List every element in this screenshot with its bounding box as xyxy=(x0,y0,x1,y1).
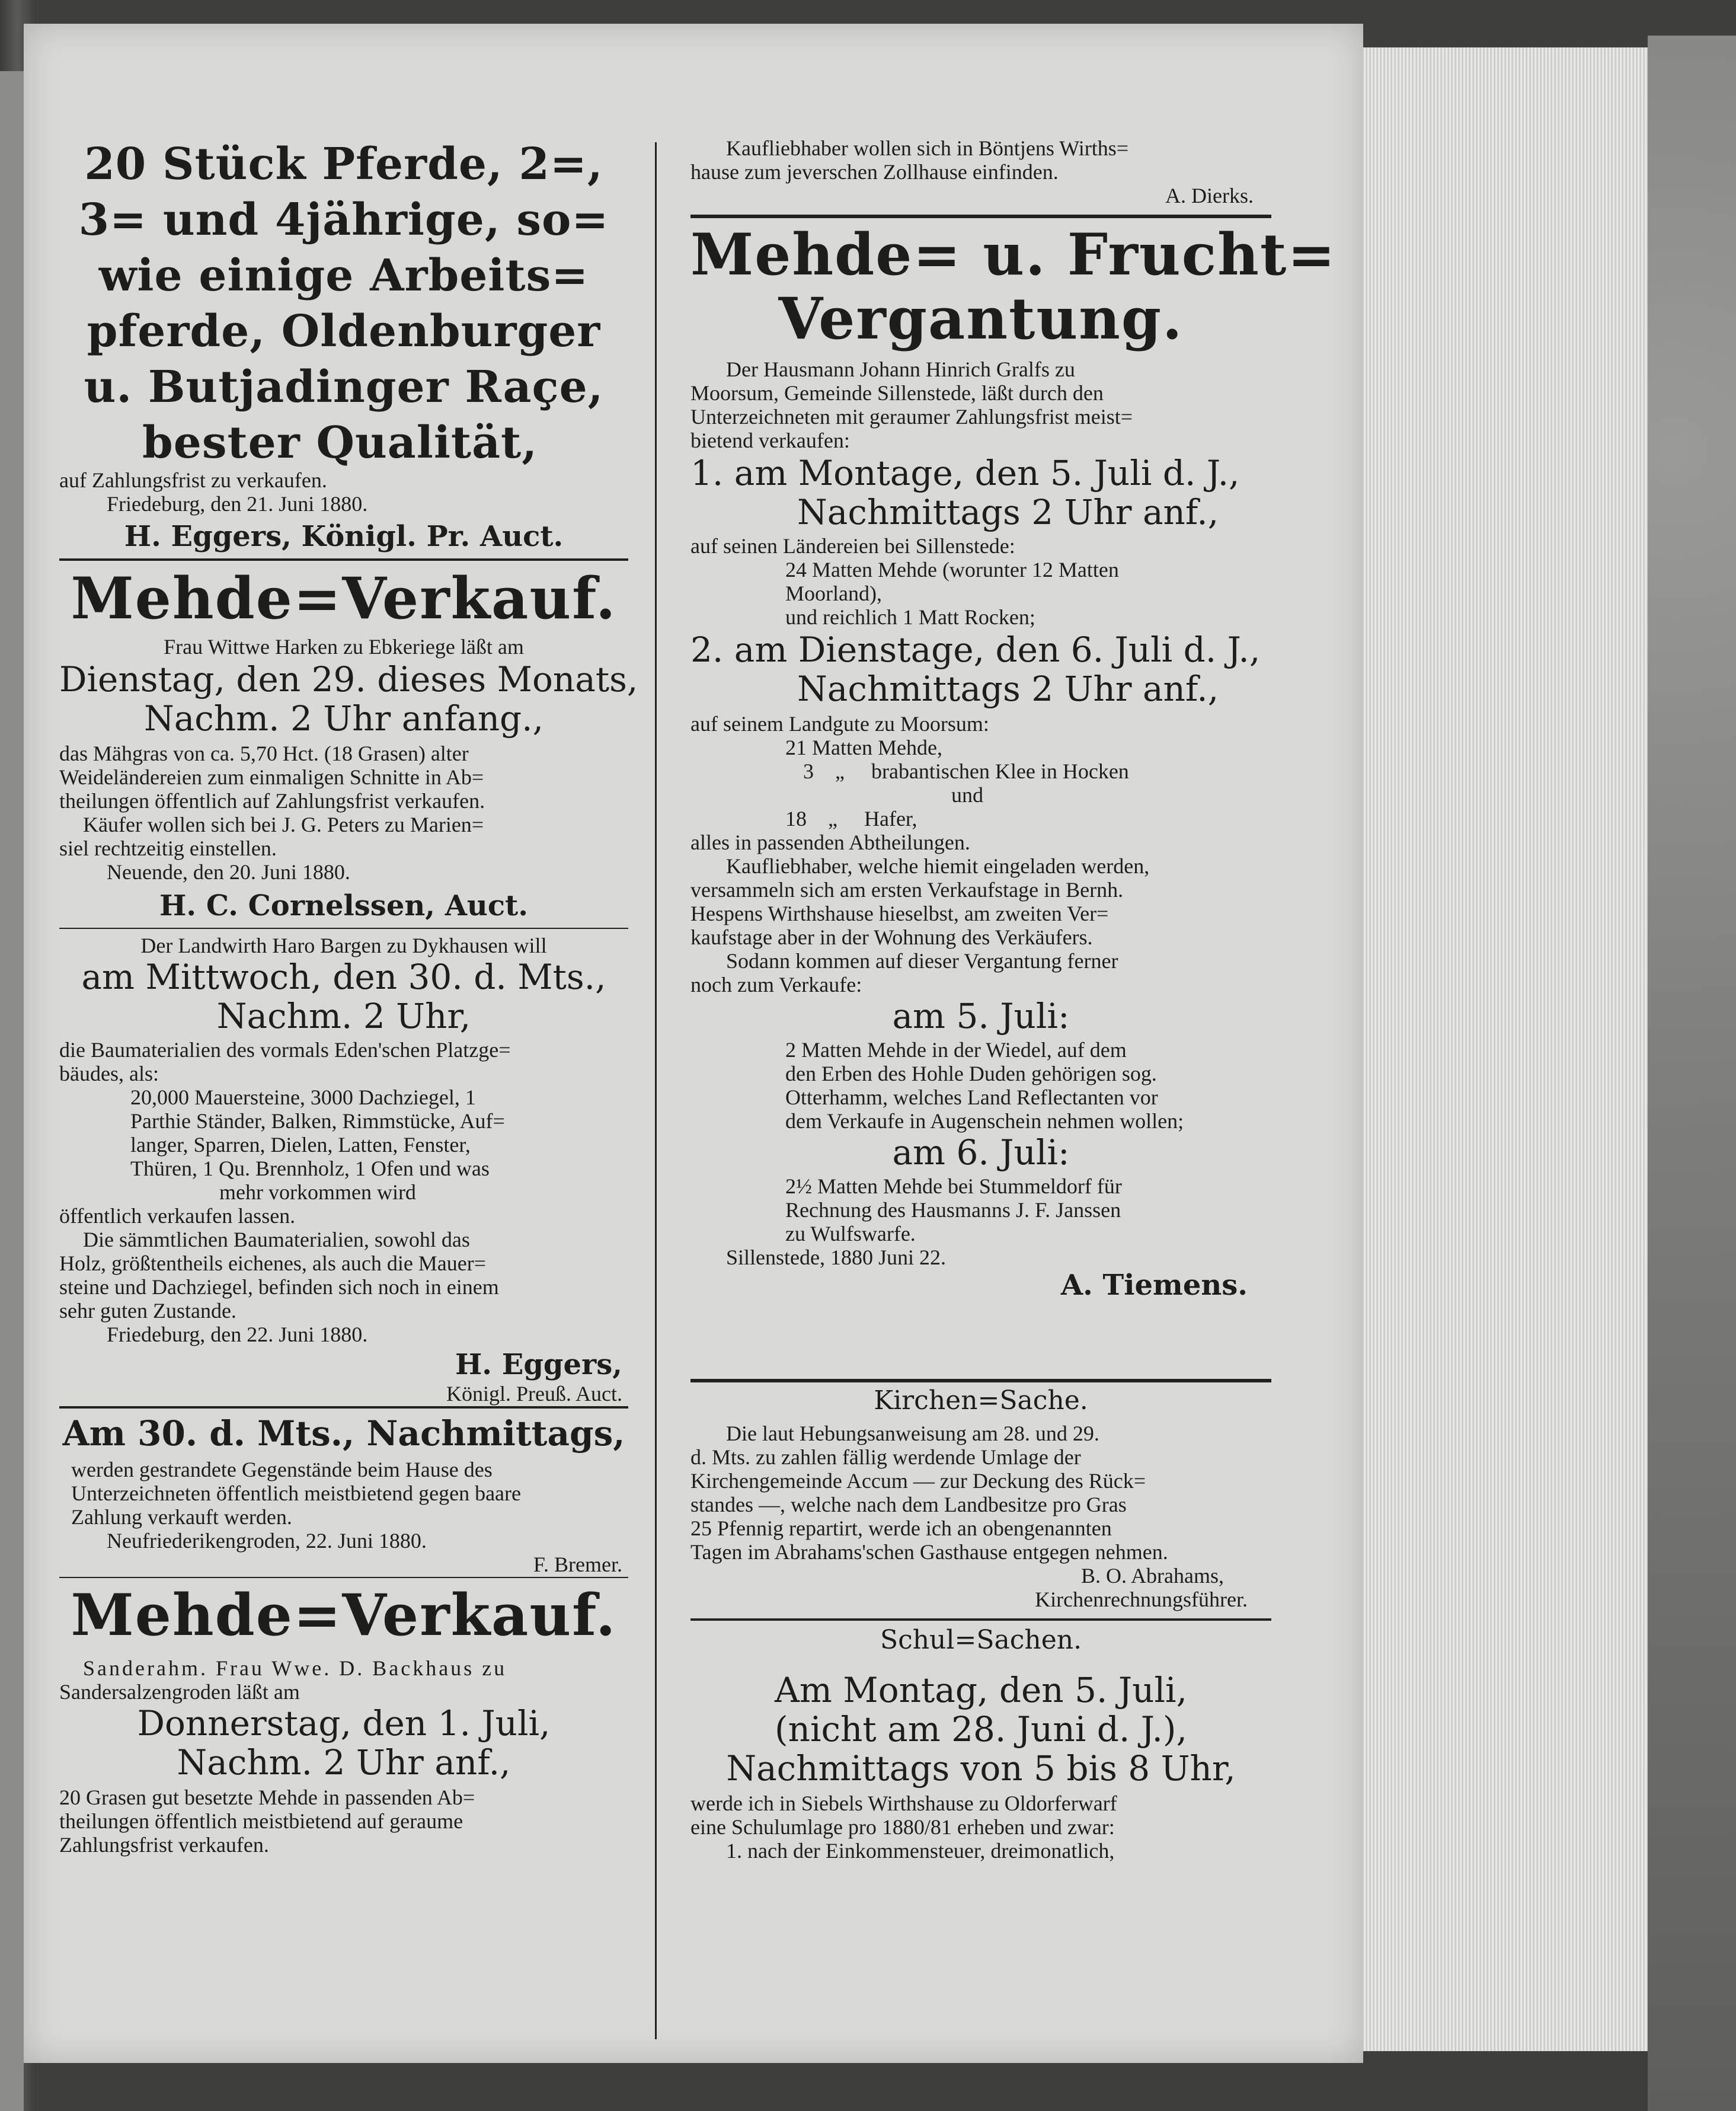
ad-headline: Am 30. d. Mts., Nachmittags, xyxy=(62,1413,625,1454)
ad-item2-body-7: Kaufliebhaber, welche hiemit eingeladen werden, xyxy=(726,854,1150,878)
ad-item2-line-1: 2. am Dienstage, den 6. Juli d. J., xyxy=(690,630,1261,670)
ad-body-9: Die sämmtlichen Baumaterialien, sowohl das xyxy=(83,1228,470,1251)
ad-body-2: d. Mts. zu zahlen fällig werdende Umlage der xyxy=(690,1445,1081,1469)
ad-date-line-1: Am Montag, den 5. Juli, xyxy=(774,1670,1188,1710)
ad-date4-body-3: zu Wulfswarfe. xyxy=(785,1222,916,1245)
divider xyxy=(59,928,628,929)
ad-intro: Der Landwirth Haro Bargen zu Dykhausen will xyxy=(140,934,547,957)
divider xyxy=(59,1577,628,1578)
ad-intro-1: Der Hausmann Johann Hinrich Gralfs zu xyxy=(726,357,1075,381)
ad-body-1: Die laut Hebungsanweisung am 28. und 29. xyxy=(726,1422,1099,1445)
ad-intro: Frau Wittwe Harken zu Ebkeriege läßt am xyxy=(164,635,524,659)
ad-signature: A. Dierks. xyxy=(1165,184,1254,207)
ad-date3-body-3: Otterhamm, welches Land Reflectanten vor xyxy=(785,1085,1158,1109)
ad-title: Mehde=Verkauf. xyxy=(71,565,617,632)
ad-item2-body-9: Hespens Wirthshause hieselbst, am zweiten Ver= xyxy=(690,902,1109,925)
ad-kirchen-sache xyxy=(690,1386,1271,1611)
ad-horses-headline-4: pferde, Oldenburger xyxy=(87,306,601,357)
ad-date3-body-1: 2 Matten Mehde in der Wiedel, auf dem xyxy=(785,1038,1127,1062)
ad-intro-2: Moorsum, Gemeinde Sillenstede, läßt durch den xyxy=(690,381,1104,405)
ad-date4: am 6. Juli: xyxy=(892,1132,1070,1173)
ad-horses-headline-6: bester Qualität, xyxy=(142,417,538,468)
ad-item1-body-1: auf seinen Ländereien bei Sillenstede: xyxy=(690,534,1015,558)
ad-body-11: steine und Dachziegel, befinden sich noch in einem xyxy=(59,1275,499,1299)
ad-body-1: das Mähgras von ca. 5,70 Hct. (18 Grasen) alter xyxy=(59,742,469,765)
ad-title: Schul=Sachen. xyxy=(880,1625,1082,1655)
ad-body-7: mehr vorkommen wird xyxy=(219,1180,416,1204)
ad-signature: H. Eggers, xyxy=(455,1348,622,1381)
ad-item1-body-3: Moorland), xyxy=(785,582,882,605)
ad-horses-body-1: auf Zahlungsfrist zu verkaufen. xyxy=(59,468,327,492)
ad-title: Kirchen=Sache. xyxy=(874,1385,1088,1416)
ad-date-line-2: (nicht am 28. Juni d. J.), xyxy=(775,1709,1187,1749)
ad-body-1: werden gestrandete Gegenstände beim Hause des xyxy=(71,1458,493,1481)
ad-item2-body-11: Sodann kommen auf dieser Vergantung ferner xyxy=(726,949,1118,973)
ad-item2-body-8: versammeln sich am ersten Verkaufstage in Bernh. xyxy=(690,878,1124,902)
book-cover-edge xyxy=(1648,36,1736,2111)
ad-mehde-verkauf-1 xyxy=(59,565,638,946)
ad-body-3: 1. nach der Einkommensteuer, dreimonatlich, xyxy=(726,1839,1115,1863)
ad-horses-headline-5: u. Butjadinger Raçe, xyxy=(84,362,604,413)
ad-body-1: Kaufliebhaber wollen sich in Böntjens Wirths= xyxy=(726,136,1129,160)
divider xyxy=(690,215,1271,218)
divider xyxy=(59,558,628,561)
ad-body-2: hause zum jeverschen Zollhause einfinden. xyxy=(690,160,1059,184)
ad-body-2: bäudes, als: xyxy=(59,1062,159,1085)
ad-body-3: Zahlung verkauft werden. xyxy=(71,1505,292,1529)
right-column xyxy=(690,136,1337,2045)
divider xyxy=(690,1618,1271,1621)
ad-body-4: Parthie Ständer, Balken, Rimmstücke, Auf= xyxy=(130,1109,505,1133)
ad-body-13: Friedeburg, den 22. Juni 1880. xyxy=(107,1323,368,1346)
ad-schul-sachen xyxy=(690,1625,1271,1880)
ad-item2-body-6: alles in passenden Abtheilungen. xyxy=(690,831,970,854)
ad-mehde-verkauf-2 xyxy=(59,1583,628,1915)
ad-horses xyxy=(59,136,628,551)
ad-date3-body-2: den Erben des Hohle Duden gehörigen sog. xyxy=(785,1062,1157,1085)
ad-body-2: Unterzeichneten öffentlich meistbietend gegen baare xyxy=(71,1481,521,1505)
ad-horses-headline-2: 3= und 4jährige, so= xyxy=(78,194,609,245)
ad-body-12: sehr guten Zustande. xyxy=(59,1299,236,1323)
ad-intro-4: bietend verkaufen: xyxy=(690,429,850,452)
ad-horses-signature: H. Eggers, Königl. Pr. Auct. xyxy=(124,520,564,553)
ad-signature: H. C. Cornelssen, Auct. xyxy=(159,889,528,922)
ad-date-line-2: Nachm. 2 Uhr, xyxy=(216,996,471,1036)
ad-item1-line-2: Nachmittags 2 Uhr anf., xyxy=(797,492,1219,532)
left-column xyxy=(59,136,638,2045)
ad-item1-line-1: 1. am Montage, den 5. Juli d. J., xyxy=(690,453,1240,493)
ad-date-line-2: Nachm. 2 Uhr anfang., xyxy=(143,698,544,739)
ad-signature-title: Königl. Preuß. Auct. xyxy=(446,1382,622,1406)
ad-horses-headline-1: 20 Stück Pferde, 2=, xyxy=(84,139,603,190)
ad-body-6: Thüren, 1 Qu. Brennholz, 1 Ofen und was xyxy=(130,1157,490,1180)
ad-item2-body-1: auf seinem Landgute zu Moorsum: xyxy=(690,712,989,736)
ad-signature: A. Tiemens. xyxy=(1060,1269,1248,1302)
ad-item2-body-5: 18 „ Hafer, xyxy=(785,807,917,831)
ad-body-3: Zahlungsfrist verkaufen. xyxy=(59,1833,269,1857)
ad-signature: F. Bremer. xyxy=(533,1553,622,1576)
ad-item2-body-4: und xyxy=(951,783,983,807)
ad-item1-body-2: 24 Matten Mehde (worunter 12 Matten xyxy=(785,558,1119,582)
ad-title: Mehde=Verkauf. xyxy=(71,1582,617,1649)
ad-body-1: werde ich in Siebels Wirthshause zu Oldorferwarf xyxy=(690,1791,1117,1815)
ad-date3-body-4: dem Verkaufe in Augenschein nehmen wollen; xyxy=(785,1109,1184,1133)
ad-body-6: Tagen im Abrahams'schen Gasthause entgegen nehmen. xyxy=(690,1540,1168,1564)
ad-body-10: Holz, größtentheils eichenes, als auch die Mauer= xyxy=(59,1251,487,1275)
ad-continued-top xyxy=(690,136,1271,213)
ad-body-2: Weideländereien zum einmaligen Schnitte in Ab= xyxy=(59,765,484,789)
ad-signature: B. O. Abrahams, xyxy=(1081,1564,1224,1588)
ad-title-2: Vergantung. xyxy=(778,285,1184,352)
ad-item2-body-2: 21 Matten Mehde, xyxy=(785,736,942,759)
ad-date4-body-1: 2½ Matten Mehde bei Stummeldorf für xyxy=(785,1174,1122,1198)
ad-body-3: Kirchengemeinde Accum — zur Deckung des Rück= xyxy=(690,1469,1146,1493)
ad-date-line-1: Donnerstag, den 1. Juli, xyxy=(137,1703,551,1743)
ad-intro-1: Sanderahm. Frau Wwe. D. Backhaus zu xyxy=(83,1656,507,1680)
ad-mehde-frucht-vergantung xyxy=(690,221,1337,1473)
column-separator xyxy=(655,142,657,2039)
ad-body-5: langer, Sparren, Dielen, Latten, Fenster, xyxy=(130,1133,471,1157)
ad-body-5: siel rechtzeitig einstellen. xyxy=(59,836,277,860)
ad-item2-body-12: noch zum Verkaufe: xyxy=(690,973,862,997)
ad-horses-body-2: Friedeburg, den 21. Juni 1880. xyxy=(107,492,368,516)
divider xyxy=(59,1406,628,1409)
ad-gestrandete-gegenstaende xyxy=(59,1414,628,1604)
ad-body-4: Neufriederikengroden, 22. Juni 1880. xyxy=(107,1529,427,1553)
book-page-stack xyxy=(1363,47,1648,2051)
ad-item2-body-3: 3 „ brabantischen Klee in Hocken xyxy=(803,759,1129,783)
ad-item2-body-10: kaufstage aber in der Wohnung des Verkäufers. xyxy=(690,925,1093,949)
ad-date-line-2: Nachm. 2 Uhr anf., xyxy=(177,1742,511,1783)
ad-intro-3: Unterzeichneten mit geraumer Zahlungsfrist meist= xyxy=(690,405,1133,429)
ad-intro-2: Sandersalzengroden läßt am xyxy=(59,1680,300,1704)
ad-date3: am 5. Juli: xyxy=(892,996,1070,1036)
ad-body-5: 25 Pfennig repartirt, werde ich an obengenannten xyxy=(690,1516,1112,1540)
ad-date-line-1: Dienstag, den 29. dieses Monats, xyxy=(59,659,638,700)
ad-body-1: die Baumaterialien des vormals Eden'schen Platzge= xyxy=(59,1038,511,1062)
ad-body-3: 20,000 Mauersteine, 3000 Dachziegel, 1 xyxy=(130,1085,476,1109)
ad-date4-body-4: Sillenstede, 1880 Juni 22. xyxy=(726,1245,946,1269)
ad-body-3: theilungen öffentlich auf Zahlungsfrist verkaufen. xyxy=(59,789,485,813)
ad-body-2: theilungen öffentlich meistbietend auf geraume xyxy=(59,1809,463,1833)
ad-title-1: Mehde= u. Frucht= xyxy=(690,221,1337,288)
ad-item1-body-4: und reichlich 1 Matt Rocken; xyxy=(785,605,1035,629)
ad-item2-line-2: Nachmittags 2 Uhr anf., xyxy=(797,669,1219,709)
ad-body-8: öffentlich verkaufen lassen. xyxy=(59,1204,296,1228)
ad-body-2: eine Schulumlage pro 1880/81 erheben und zwar: xyxy=(690,1815,1115,1839)
ad-horses-headline-3: wie einige Arbeits= xyxy=(98,250,589,301)
ad-body-4: Käufer wollen sich bei J. G. Peters zu Marien= xyxy=(83,813,484,836)
ad-date-line-1: am Mittwoch, den 30. d. Mts., xyxy=(81,957,606,997)
divider xyxy=(690,1379,1271,1382)
ad-body-6: Neuende, den 20. Juni 1880. xyxy=(107,860,350,884)
ad-body-1: 20 Grasen gut besetzte Mehde in passenden Ab= xyxy=(59,1786,475,1809)
ad-body-4: standes —, welche nach dem Landbesitze pro Gras xyxy=(690,1493,1127,1516)
previous-page-edge xyxy=(0,71,24,2111)
ad-date-line-3: Nachmittags von 5 bis 8 Uhr, xyxy=(726,1748,1236,1789)
ad-signature-title: Kirchenrechnungsführer. xyxy=(1035,1588,1248,1611)
ad-date4-body-2: Rechnung des Hausmanns J. F. Janssen xyxy=(785,1198,1121,1222)
